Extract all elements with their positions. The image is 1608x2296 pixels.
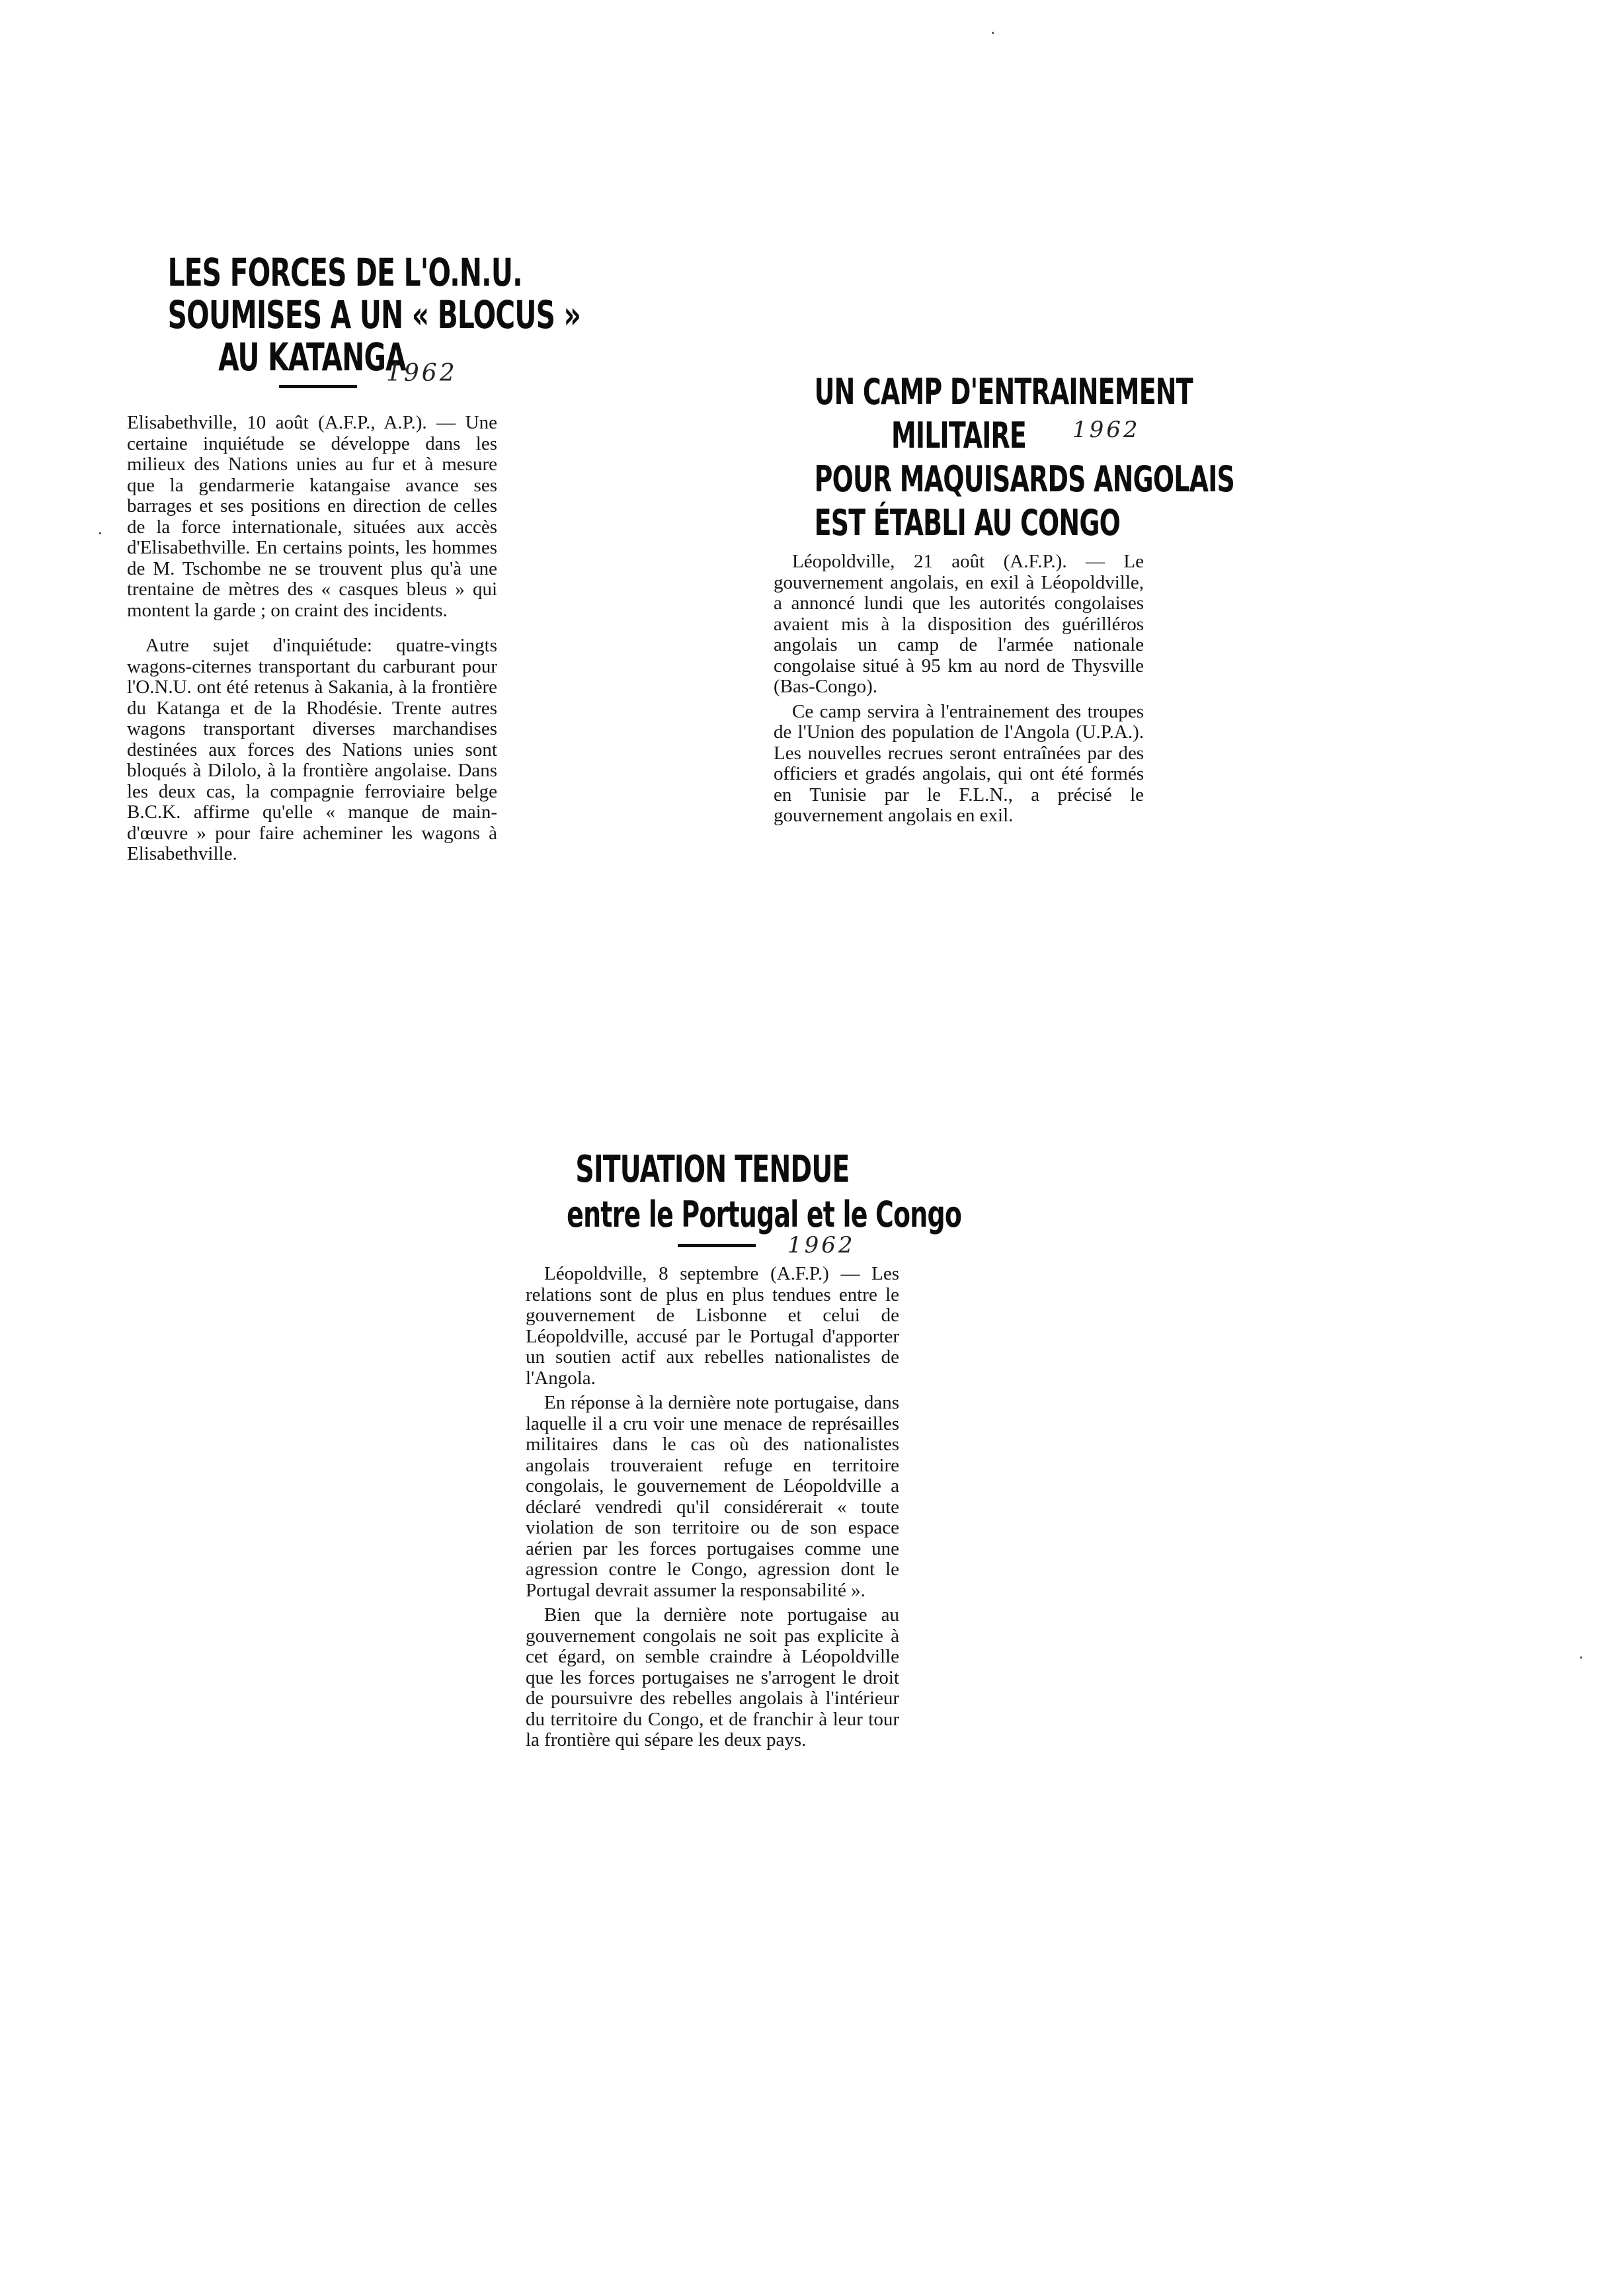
scan-speck <box>992 32 994 34</box>
headline-line: entre le Portugal et le Congo <box>567 1194 962 1235</box>
handwritten-year: 1962 <box>787 1232 856 1258</box>
headline-line: UN CAMP D'ENTRAINEMENT <box>814 371 1193 413</box>
headline-rule-row <box>526 1232 899 1258</box>
headline-line: SITUATION TENDUE <box>575 1148 850 1191</box>
headline-line: EST ÉTABLI AU CONGO <box>814 502 1121 544</box>
article-katanga-blockade <box>127 250 581 865</box>
headline-rule <box>279 385 357 388</box>
article-paragraph: Léopoldville, 8 septembre (A.F.P.) — Les relations sont de plus en plus tendues entre le gouvernement de Lisbonne et celui de Léopoldville, accusé par le Portugal d'apporter un soutien actif aux rebelles nationalistes de l'Angola. <box>526 1263 899 1389</box>
handwritten-year: 1962 <box>386 360 458 387</box>
article-paragraph: Ce camp servira à l'entrainement des troupes de l'Union des population de l'Angola (U.P.A.). Les nouvelles recrues seront entraînées par des officiers et gradés angolais, qui ont été formés en Tunisie par le F.L.N., a précisé le gouvernement angolais en exil. <box>774 700 1144 826</box>
article-paragraph: Bien que la dernière note portugaise au gouvernement congolais ne soit pas explicite à cet égard, on semble craindre à Léopoldville que les forces portugaises ne s'arrogent le droit de poursuivre des rebelles angolais à l'intérieur du territoire du Congo, et de franchir à leur tour la frontière qui sépare les deux pays. <box>526 1604 899 1750</box>
article-body <box>127 413 497 865</box>
handwritten-year: 1962 <box>1072 417 1141 443</box>
article-body <box>526 1264 899 1751</box>
article-paragraph: En réponse à la dernière note portugaise, dans laquelle il a cru voir une menace de représailles militaires dans le cas où des nationalistes angolais trouveraient refuge en territoire congolais, le gouvernement de Léopoldville a déclaré vendredi qu'il considérerait « toute violation de son territoire ou de son espace aérien par les forces portugaises comme une agression contre le Congo, agression dont le Portugal devrait assumer la responsabilité ». <box>526 1392 899 1601</box>
article-paragraph: Léopoldville, 21 août (A.F.P.). — Le gouvernement angolais, en exil à Léopoldville, a annoncé lundi que les autorités congolaises avaient mis à la disposition des guérilléros angolais un camp de l'armée nationale congolaise situé à 95 km au nord de Thysville (Bas-Congo). <box>774 551 1144 697</box>
article-body <box>774 552 1144 827</box>
headline-line: SOUMISES A UN « BLOCUS » <box>167 292 581 337</box>
headline-line: LES FORCES DE L'O.N.U. <box>167 250 522 295</box>
scan-speck <box>1580 1657 1582 1659</box>
headline-line-text: MILITAIRE <box>891 415 1027 456</box>
article-headline <box>567 1147 962 1237</box>
headline-rule-row <box>127 360 497 398</box>
headline-rule <box>678 1244 756 1247</box>
article-portugal-congo-tension <box>526 1147 962 1751</box>
article-paragraph: Elisabethville, 10 août (A.F.P., A.P.). — Une certaine inquiétude se développe dans les milieux des Nations unies au fur et à mesure que la gendarmerie katangaise avance ses barrages et ses positions en direction de celles de la force internationale, situées aux accès d'Elisabethville. En certains points, les hommes de M. Tschombe ne se trouvent plus qu'à une trentaine de mètres des « casques bleus » qui montent la garde ; on craint des incidents. <box>127 412 497 621</box>
headline-line: POUR MAQUISARDS ANGOLAIS <box>814 458 1235 500</box>
headline-line: AU KATANGA <box>218 335 406 380</box>
scan-speck <box>99 532 101 534</box>
article-paragraph: Autre sujet d'inquiétude: quatre-vingts wagons-citernes transportant du carburant pour l'O.N.U. ont été retenus à Sakania, à la frontière du Katanga et de la Rhodésie. Trente autres wagons transportant diverses marchandises destinées aux forces des Nations unies sont bloqués à Dilolo, à la frontière angolaise. Dans les deux cas, la compagnie ferroviaire belge B.C.K. affirme qu'elle « manque de main-d'œuvre » pour faire acheminer les wagons à Elisabethville. <box>127 635 497 864</box>
headline-line <box>815 414 1104 458</box>
article-angolan-training-camp <box>774 370 1235 827</box>
